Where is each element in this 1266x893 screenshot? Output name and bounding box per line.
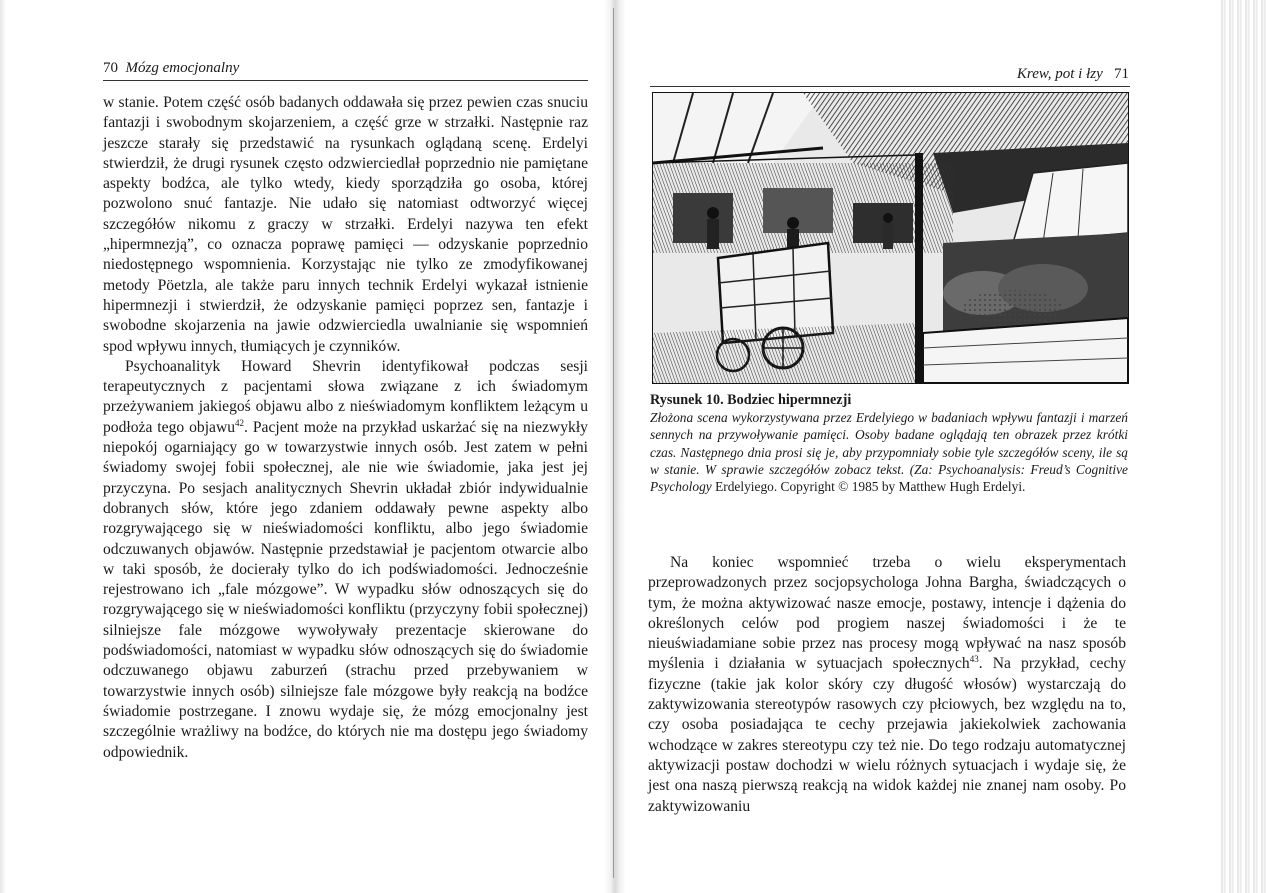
right-paragraph-1 xyxy=(648,553,1126,817)
figure-caption xyxy=(650,392,1128,495)
figure-caption-copyright: Erdelyiego. Copyright © 1985 by Matthew Hugh Erdelyi. xyxy=(711,479,1026,495)
left-running-head xyxy=(103,60,239,77)
right-page-number: 71 xyxy=(1114,66,1129,82)
figure-hypermnesia-stimulus xyxy=(652,92,1129,384)
right-running-head xyxy=(1017,66,1129,83)
left-paragraph-2 xyxy=(103,357,588,763)
footnote-ref-42: 42 xyxy=(235,417,245,428)
right-paragraph-1-text: Na koniec wspomnieć trzeba o wielu eksperymentach przeprowadzonych przez socjopsychologa Johna Bargha, świadczących o tym, że można aktywizować nasze emocje, postawy, intencje i dążenia do określonych celów pod progiem naszej świadomości i że te nieuświadamiane sobie przez nas procesy mogą wpływać na nasz sposób myślenia i działania w sytuacjach społecznych xyxy=(648,554,1126,673)
book-gutter xyxy=(604,0,626,893)
right-page-edge-stack xyxy=(1218,0,1266,893)
figure-caption-body xyxy=(650,409,1128,495)
left-page-number: 70 xyxy=(103,60,118,76)
figure-caption-italic: Złożona scena wykorzystywana przez Erdelyiego w badaniach wpływu fantazji i marzeń sennych na przywoływanie pamięci. Osoby badane oglądają ten obrazek przez krótki czas. Następnego dnia prosi się je, aby przypomniały sobie tyle szczegółów sceny, ile są w stanie. W sprawie szczegółów zobacz tekst. (Za: Psychoanalysis: Freud’s Cognitive Psychology xyxy=(650,410,1128,495)
right-body-text xyxy=(648,553,1126,817)
right-running-title: Krew, pot i łzy xyxy=(1016,66,1103,82)
left-paragraph-1: w stanie. Potem część osób badanych oddawała się przez pewien czas snuciu fantazji i swobodnym skojarzeniem, a część grze w strzałki. Następnie raz jeszcze starały się przedstawić na rysunkach oglądaną scenę. Erdelyi stwierdził, że drugi rysunek często odzwierciedlał poprzednio nie pamiętane aspekty bodźca, ale tylko wtedy, kiedy sporządziła go osoba, której pozwolono snuć fantazje. Nie udało się natomiast odtworzyć więcej szczegółów nikomu z graczy w strzałki. Erdelyi nazywa ten efekt „hipermnezją”, co oznacza poprawę pamięci — odzyskanie poprzednio niedostępnego wspomnienia. Korzystając nie tylko ze zmodyfikowanej metody Pöetzla, ale także paru innych technik Erdelyi wykazał istnienie hipermnezji i stwierdził, że odzyskanie pamięci poprzez sen, fantazje i swobodne skojarzenia na jawie odzwierciedla uwalnianie się wspomnień spod wpływu innych, tłumiących je czynników. xyxy=(103,94,588,355)
left-paragraph-2-text-cont: . Pacjent może na przykład uskarżać się na niezwykły niepokój ogarniający go w towarzystwie innych osób. Jest zatem w pełni świadomy swojej fobii społecznej, ale nie wie świadomie, jaka jest jej przyczyna. Po sesjach analitycznych Shevrin układał zbiór indywidualnie dobranych słów, które jego zdaniem oddawały pewne aspekty albo rozgrywającego się w nieświadomości konfliktu, albo jego świadomie odczuwanych objawów. Następnie przedstawiał je pacjentom otwarcie albo w taki sposób, że docierały tylko do ich podświadomości. Jednocześnie rejestrowano ich „fale mózgowe”. W wypadku słów odnoszących się do rozgrywającego się w nieświadomości konfliktu (przyczyny fobii społecznej) silniejsze fale mózgowe wywoływały prezentacje skierowane do podświadomości, natomiast w wypadku słów odnoszących się do świadomie odczuwanego objawu zaburzeń (strachu przed przebywaniem w towarzystwie innych osób) silniejsze fale mózgowe były reakcją na bodźce świadomie postrzegane. I znowu wydaje się, że mózg emocjonalny jest szczególnie wrażliwy na bodźce, do których nie ma dostępu jego świadomy odpowiednik. xyxy=(103,418,588,761)
left-page-edge xyxy=(0,0,6,893)
gutter-line xyxy=(613,8,614,878)
left-header-rule xyxy=(103,80,588,81)
footnote-ref-43: 43 xyxy=(969,654,979,665)
left-paragraph-2-text: Psychoanalityk Howard Shevrin identyfikował podczas sesji terapeutycznych z pacjentami słowa związane z ich świadomym przeżywaniem jakiegoś objawu albo z nieświadomym konfliktem leżącym u podłoża tego objawu xyxy=(103,357,588,436)
market-scene-illustration xyxy=(653,93,1128,383)
figure-caption-title: Rysunek 10. Bodziec hipermnezji xyxy=(650,392,852,408)
left-body-text xyxy=(103,93,588,763)
right-header-rule xyxy=(650,86,1130,87)
right-paragraph-1-text-cont: . Na przykład, cechy fizyczne (takie jak kolor skóry czy długość włosów) wystarczają do zaktywizowania stereotypów rasowych czy płciowych, bez względu na to, czy osoba posiadająca te cechy przejawia jakiekolwiek zachowania wchodzące w zakres stereotypu czy też nie. Do tego rodzaju automatycznej aktywizacji postaw dochodzi w wielu różnych sytuacjach i wydaje się, że jest ona naszą pierwszą reakcją na widok każdej nie znanej nam osoby. Po zaktywizowaniu xyxy=(648,655,1126,815)
left-running-title: Mózg emocjonalny xyxy=(125,60,240,76)
